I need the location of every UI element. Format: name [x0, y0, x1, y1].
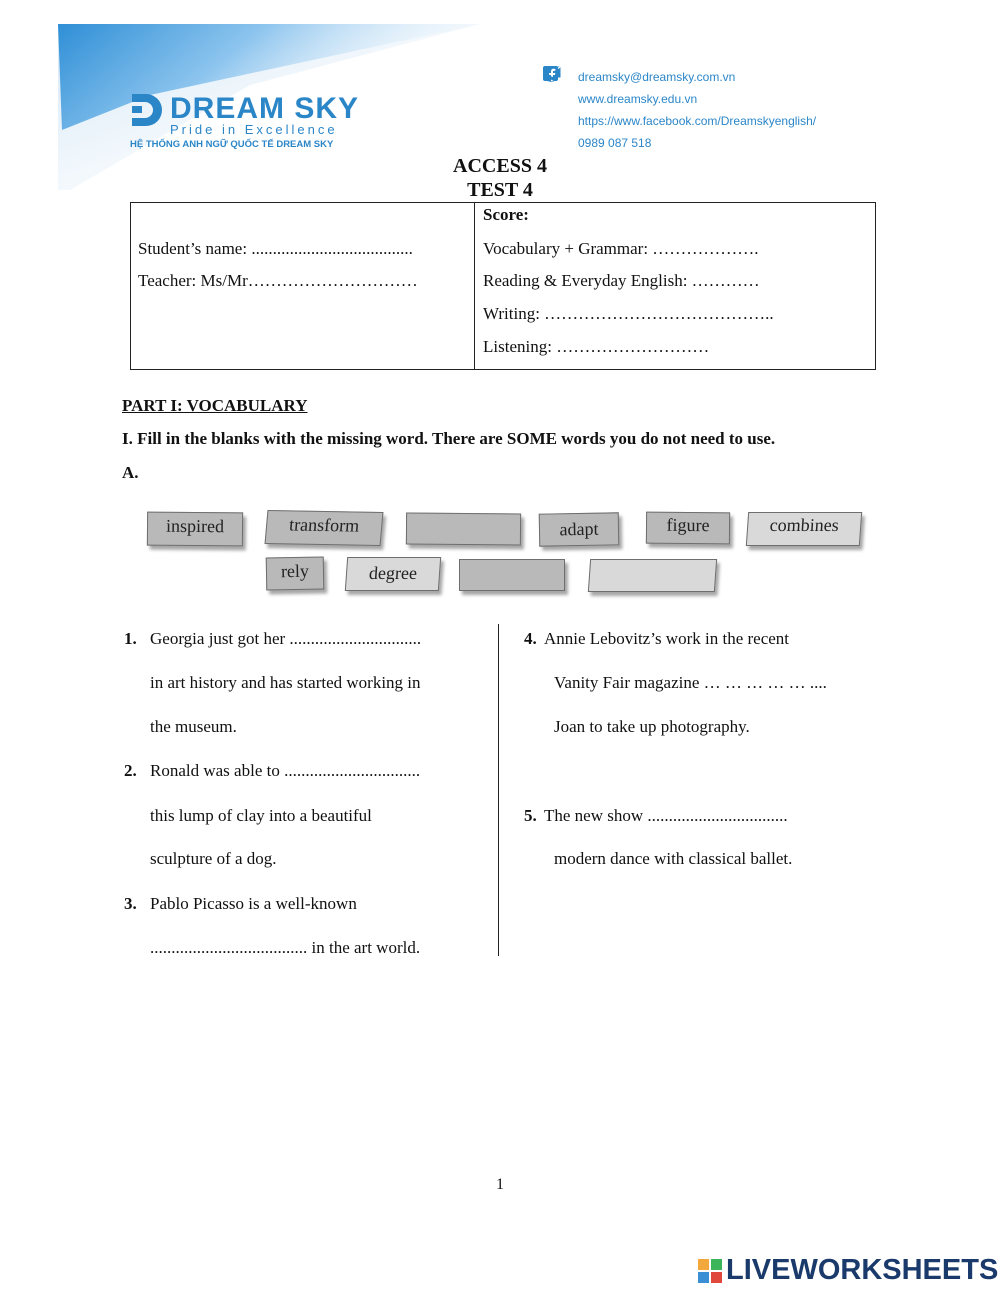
question-4 — [524, 629, 537, 649]
question-3-line2[interactable]: ..................................... in the art world. — [150, 938, 421, 957]
question-number: 1. — [124, 629, 137, 648]
word-chip-label: transform — [288, 514, 361, 536]
word-chip[interactable] — [345, 557, 441, 591]
liveworksheets-blocks-icon — [698, 1259, 722, 1283]
contact-facebook[interactable] — [543, 110, 816, 132]
word-chip[interactable] — [265, 510, 384, 546]
phone-icon — [543, 135, 565, 151]
dream-sky-logo-mark-icon — [130, 92, 164, 126]
contact-list — [543, 66, 816, 154]
contact-email-text: dreamsky@dreamsky.com.vn — [578, 70, 736, 84]
table-divider — [474, 203, 475, 369]
word-chip-label — [407, 514, 520, 515]
block-red — [711, 1272, 722, 1283]
facebook-icon — [543, 113, 565, 129]
question-5-line2: modern dance with classical ballet. — [554, 849, 793, 868]
word-chip-label: combines — [769, 515, 840, 535]
question-number: 3. — [124, 894, 137, 913]
contact-email[interactable] — [543, 66, 816, 88]
student-name-field[interactable]: Student’s name: ...................................... — [138, 239, 413, 258]
word-chip-blank[interactable] — [459, 559, 565, 591]
word-chip-label: rely — [280, 560, 310, 582]
question-3-line1: Pablo Picasso is a well-known — [150, 894, 357, 913]
word-chip-blank[interactable] — [588, 559, 717, 592]
test-title-line2: TEST 4 — [467, 179, 533, 201]
instruction-text: I. Fill in the blanks with the missing word. There are SOME words you do not need to use. — [122, 429, 776, 448]
word-chip-blank[interactable] — [406, 512, 521, 545]
word-chip-label: adapt — [559, 518, 599, 540]
contact-phone-text: 0989 087 518 — [578, 136, 652, 150]
brand-tagline: Pride in Excellence — [170, 122, 338, 137]
question-2-line1[interactable]: Ronald was able to ................................ — [150, 761, 421, 780]
question-1 — [124, 629, 137, 649]
question-1-line2: in art history and has started working in — [150, 673, 421, 692]
contact-website-text: www.dreamsky.edu.vn — [578, 92, 698, 106]
reading-score-field[interactable]: Reading & Everyday English: ………… — [483, 271, 760, 290]
question-4-line1: Annie Lebovitz’s work in the recent — [544, 629, 790, 648]
page-number: 1 — [496, 1176, 504, 1193]
word-chip-label: degree — [368, 563, 418, 583]
question-2-line3: sculpture of a dog. — [150, 849, 277, 868]
contact-phone[interactable] — [543, 132, 816, 154]
question-1-line3: the museum. — [150, 717, 237, 736]
word-chip-label: inspired — [165, 515, 225, 537]
question-4-line3: Joan to take up photography. — [554, 717, 750, 736]
brand-subtitle: HỆ THỐNG ANH NGỮ QUỐC TẾ DREAM SKY — [130, 139, 334, 150]
section-label: A. — [122, 463, 139, 482]
question-5 — [524, 806, 537, 826]
block-blue — [698, 1272, 709, 1283]
brand-name: DREAM SKY — [170, 92, 360, 125]
word-chip-label: figure — [666, 514, 710, 536]
vocab-grammar-score-field[interactable]: Vocabulary + Grammar: ………………. — [483, 239, 759, 258]
question-2-line2: this lump of clay into a beautiful — [150, 806, 372, 825]
question-5-line1[interactable]: The new show ................................. — [544, 806, 788, 825]
question-4-line2[interactable]: Vanity Fair magazine … … … … … .... — [554, 673, 827, 692]
writing-score-field[interactable]: Writing: ………………………………….. — [483, 304, 774, 323]
globe-icon — [543, 91, 565, 107]
question-number: 5. — [524, 806, 537, 825]
word-chip[interactable] — [266, 556, 325, 590]
column-divider — [498, 624, 499, 956]
score-label: Score: — [483, 205, 529, 224]
block-green — [711, 1259, 722, 1270]
listening-score-field[interactable]: Listening: ……………………… — [483, 337, 710, 356]
part-title: PART I: VOCABULARY — [122, 396, 308, 415]
liveworksheets-text: LIVEWORKSHEETS — [726, 1254, 999, 1286]
contact-website[interactable] — [543, 88, 816, 110]
word-chip[interactable] — [646, 512, 730, 545]
word-chip[interactable] — [539, 512, 620, 546]
contact-facebook-text: https://www.facebook.com/Dreamskyenglish/ — [578, 114, 817, 128]
question-number: 4. — [524, 629, 537, 648]
word-chip[interactable] — [147, 512, 243, 547]
liveworksheets-logo[interactable] — [698, 1254, 998, 1287]
student-info-table — [130, 202, 876, 370]
block-orange — [698, 1259, 709, 1270]
word-chip[interactable] — [746, 512, 862, 546]
test-title-line1: ACCESS 4 — [453, 155, 547, 177]
question-2 — [124, 761, 137, 781]
question-number: 2. — [124, 761, 137, 780]
question-1-line1[interactable]: Georgia just got her ............................... — [150, 629, 422, 648]
teacher-field[interactable]: Teacher: Ms/Mr………………………… — [138, 271, 418, 290]
question-3 — [124, 894, 137, 914]
